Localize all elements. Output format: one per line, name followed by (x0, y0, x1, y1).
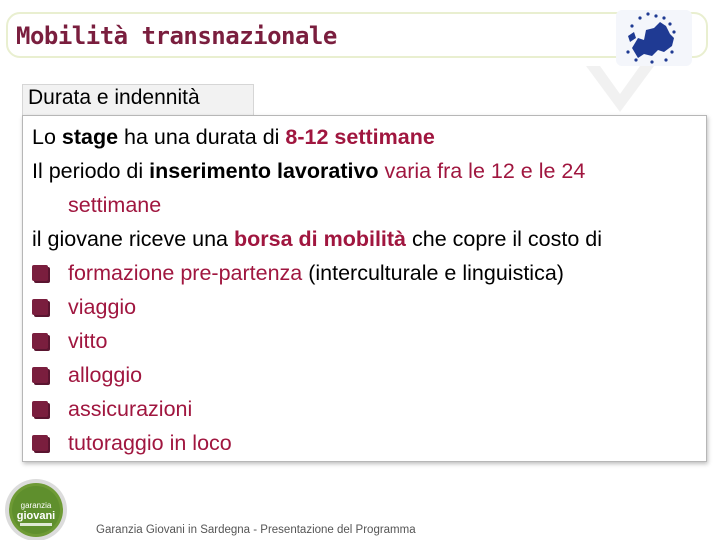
text-fragment: varia fra le 12 e le 24 (384, 159, 586, 183)
text-fragment: 8-12 settimane (285, 125, 435, 149)
list-item (32, 324, 704, 358)
slide-title: Mobilità transnazionale (16, 22, 337, 50)
list-item (32, 290, 704, 324)
text-fragment: stage (61, 125, 119, 149)
bullet-text: viaggio (68, 295, 137, 319)
list-item (32, 256, 704, 290)
line-borsa (32, 222, 704, 256)
footer-text: Garanzia Giovani in Sardegna - Presentazione del Programma (96, 524, 416, 536)
bullet-box-icon (32, 265, 48, 281)
bullet-text: formazione pre-partenza (68, 261, 303, 285)
text-fragment: settimane (68, 193, 162, 217)
bullet-text: alloggio (68, 363, 143, 387)
text-fragment: Lo (32, 125, 62, 149)
bullet-box-icon (32, 401, 48, 417)
text-fragment: borsa di mobilità (233, 227, 407, 251)
list-item (32, 392, 704, 426)
text-fragment: Il periodo di (32, 159, 150, 183)
text-fragment: il giovane riceve una (32, 227, 234, 251)
text-fragment: che copre il costo di (406, 227, 603, 251)
garanzia-giovani-logo (2, 474, 74, 540)
logo-text-giovani: giovani (16, 510, 56, 522)
content-text (32, 120, 704, 460)
bullet-box-icon (32, 333, 48, 349)
text-fragment: inserimento lavorativo (149, 159, 379, 183)
bullet-text-extra: (interculturale e linguistica) (302, 261, 564, 285)
bullet-text: assicurazioni (68, 397, 193, 421)
line-settimane (32, 188, 704, 222)
list-item (32, 426, 704, 460)
logo-text-garanzia: garanzia (20, 501, 52, 510)
line-stage (32, 120, 704, 154)
bullet-text: vitto (68, 329, 108, 353)
slide-subtitle: Durata e indennità (28, 86, 200, 109)
list-item (32, 358, 704, 392)
bullet-box-icon (32, 299, 48, 315)
watermark-icon (580, 58, 660, 118)
line-periodo (32, 154, 704, 188)
text-fragment: ha una durata di (118, 125, 286, 149)
bullet-box-icon (32, 367, 48, 383)
bullet-box-icon (32, 435, 48, 451)
bullet-text: tutoraggio in loco (68, 431, 232, 455)
